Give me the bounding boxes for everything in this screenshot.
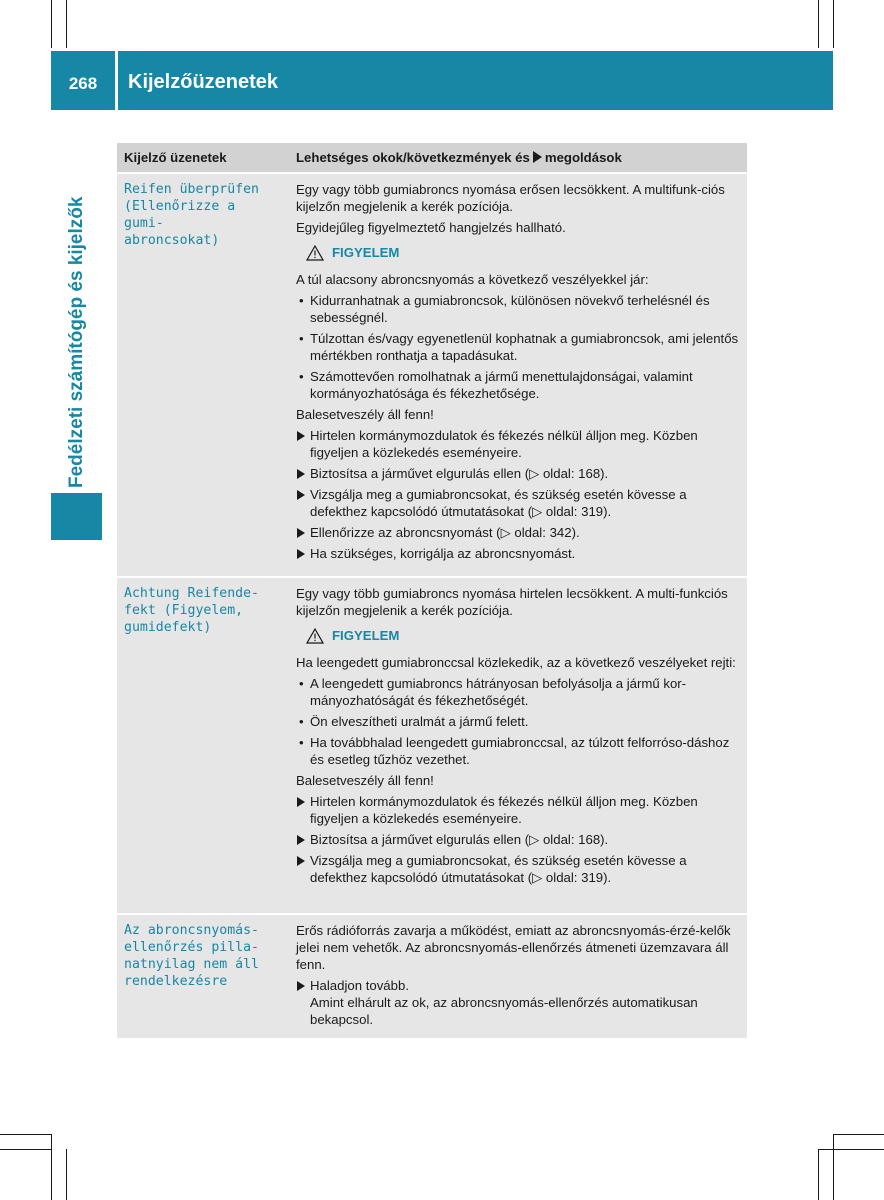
action-item bbox=[296, 486, 740, 520]
arrow-right-icon bbox=[297, 797, 305, 807]
arrow-right-icon bbox=[297, 431, 305, 441]
page-number: 268 bbox=[51, 51, 115, 110]
warning-intro: Ha leengedett gumiabronccsal közlekedik, az a következő veszélyeket rejti: bbox=[296, 655, 736, 670]
danger-text: Balesetveszély áll fenn! bbox=[296, 407, 434, 422]
list-item: • A leengedett gumiabroncs hátrányosan befolyásolja a jármű kor-mányozhatóságát és fékezhetőségét. bbox=[296, 675, 740, 709]
action-item bbox=[296, 977, 740, 1028]
action-item bbox=[296, 465, 740, 482]
crop-mark bbox=[833, 1134, 884, 1135]
crop-mark bbox=[51, 0, 52, 48]
arrow-right-icon bbox=[297, 528, 305, 538]
warning-intro: A túl alacsony abroncsnyomás a következő veszélyekkel jár: bbox=[296, 272, 649, 287]
display-message: Reifen überprüfen (Ellenőrizze a gumi- abroncsokat) bbox=[124, 182, 259, 248]
arrow-right-icon bbox=[297, 981, 305, 991]
warning-heading bbox=[306, 244, 740, 261]
col-header-causes-text: Lehetséges okok/következmények és bbox=[296, 150, 530, 165]
message-cell bbox=[117, 173, 289, 577]
action-text: Hirtelen kormánymozdulatok és fékezés nélkül álljon meg. Közben figyeljen a közlekedés eseményeire. bbox=[310, 794, 698, 826]
intro-text: Egy vagy több gumiabroncs nyomása hirtelen lecsökkent. A multi-funkciós kijelzőn megjelenik a kerék pozíciója. bbox=[296, 586, 728, 618]
col-header-solutions-text: megoldások bbox=[544, 150, 622, 165]
explanation-cell bbox=[289, 914, 747, 1038]
crop-mark bbox=[818, 1149, 819, 1200]
warning-heading bbox=[306, 627, 740, 644]
intro-text: Egyidejűleg figyelmeztető hangjelzés hallható. bbox=[296, 220, 566, 235]
crop-mark bbox=[0, 1149, 51, 1150]
col-header-messages: Kijelző üzenetek bbox=[117, 143, 289, 173]
intro-text: Erős rádióforrás zavarja a működést, emiatt az abroncsnyomás-érzé-kelők jelei nem vehetők. Az abroncsnyomás-ellenőrzés átmeneti üzemzavara áll fenn. bbox=[296, 923, 731, 972]
action-text: Ellenőrizze az abroncsnyomást (▷ oldal: 342). bbox=[310, 525, 580, 540]
intro-text: Egy vagy több gumiabroncs nyomása erősen lecsökkent. A multifunk-ciós kijelzőn megjelenik a kerék pozíciója. bbox=[296, 182, 725, 214]
action-item bbox=[296, 852, 740, 886]
arrow-right-icon bbox=[297, 835, 305, 845]
arrow-right-icon bbox=[297, 490, 305, 500]
warning-triangle-icon bbox=[306, 628, 324, 644]
action-item bbox=[296, 427, 740, 461]
crop-mark bbox=[0, 1134, 51, 1135]
table-row bbox=[117, 577, 747, 914]
display-message: Achtung Reifende- fekt (Figyelem, gumidefekt) bbox=[124, 586, 259, 635]
crop-mark bbox=[818, 1149, 884, 1150]
crop-mark bbox=[818, 0, 819, 48]
crop-mark bbox=[66, 1149, 67, 1200]
danger-text: Balesetveszély áll fenn! bbox=[296, 773, 434, 788]
warning-label: FIGYELEM bbox=[332, 245, 400, 260]
message-cell bbox=[117, 914, 289, 1038]
action-item bbox=[296, 545, 740, 562]
action-item bbox=[296, 793, 740, 827]
action-text: Biztosítsa a járművet elgurulás ellen (▷ oldal: 168). bbox=[310, 466, 609, 481]
crop-mark bbox=[66, 0, 67, 48]
arrow-right-icon bbox=[297, 469, 305, 479]
table-row bbox=[117, 914, 747, 1038]
crop-mark bbox=[51, 1134, 52, 1200]
list-item: • Ön elveszítheti uralmát a jármű felett. bbox=[296, 713, 740, 730]
table-header bbox=[117, 143, 747, 173]
action-text: Biztosítsa a járművet elgurulás ellen (▷ oldal: 168). bbox=[310, 832, 609, 847]
action-text: Vizsgálja meg a gumiabroncsokat, és szükség esetén kövesse a defekthez kapcsolódó útmutatásokat (▷ oldal: 319). bbox=[310, 487, 687, 519]
message-table bbox=[117, 143, 747, 1038]
col-header-causes bbox=[289, 143, 747, 173]
message-cell bbox=[117, 577, 289, 914]
list-item: • Ha továbbhalad leengedett gumiabronccsal, az túlzott felforróso-dáshoz és esetleg tűzhöz vezethet. bbox=[296, 734, 740, 768]
action-item bbox=[296, 524, 740, 541]
list-item: • Kidurranhatnak a gumiabroncsok, különösen növekvő terhelésnél és sebességnél. bbox=[296, 292, 740, 326]
page-title: Kijelzőüzenetek bbox=[118, 51, 833, 110]
display-message: Az abroncsnyomás- ellenőrzés pilla- natnyilag nem áll rendelkezésre bbox=[124, 923, 259, 989]
warning-triangle-icon bbox=[306, 245, 324, 261]
arrow-right-icon bbox=[297, 856, 305, 866]
table-row bbox=[117, 173, 747, 577]
warning-label: FIGYELEM bbox=[332, 628, 400, 643]
explanation-cell bbox=[289, 173, 747, 577]
action-item bbox=[296, 831, 740, 848]
side-label-text: Fedélzeti számítógép és kijelzők bbox=[66, 196, 87, 488]
action-note: Amint elhárult az ok, az abroncsnyomás-ellenőrzés automatikusan bekapcsol. bbox=[310, 995, 698, 1027]
list-item: • Túlzottan és/vagy egyenetlenül kophatnak a gumiabroncsok, ami jelentős mértékben ronthatja a tapadásukat. bbox=[296, 330, 740, 364]
crop-mark bbox=[833, 1134, 834, 1200]
action-text: Ha szükséges, korrigálja az abroncsnyomást. bbox=[310, 546, 576, 561]
action-text: Hirtelen kormánymozdulatok és fékezés nélkül álljon meg. Közben figyeljen a közlekedés eseményeire. bbox=[310, 428, 698, 460]
side-tab bbox=[51, 493, 102, 540]
explanation-cell bbox=[289, 577, 747, 914]
crop-mark bbox=[833, 0, 834, 48]
list-item: • Számottevően romolhatnak a jármű menettulajdonságai, valamint kormányozhatósága és fékezhetősége. bbox=[296, 368, 740, 402]
action-text: Haladjon tovább. bbox=[310, 978, 409, 993]
action-text: Vizsgálja meg a gumiabroncsokat, és szükség esetén kövesse a defekthez kapcsolódó útmutatásokat (▷ oldal: 319). bbox=[310, 853, 687, 885]
arrow-right-icon bbox=[297, 549, 305, 559]
arrow-right-icon bbox=[533, 151, 542, 163]
